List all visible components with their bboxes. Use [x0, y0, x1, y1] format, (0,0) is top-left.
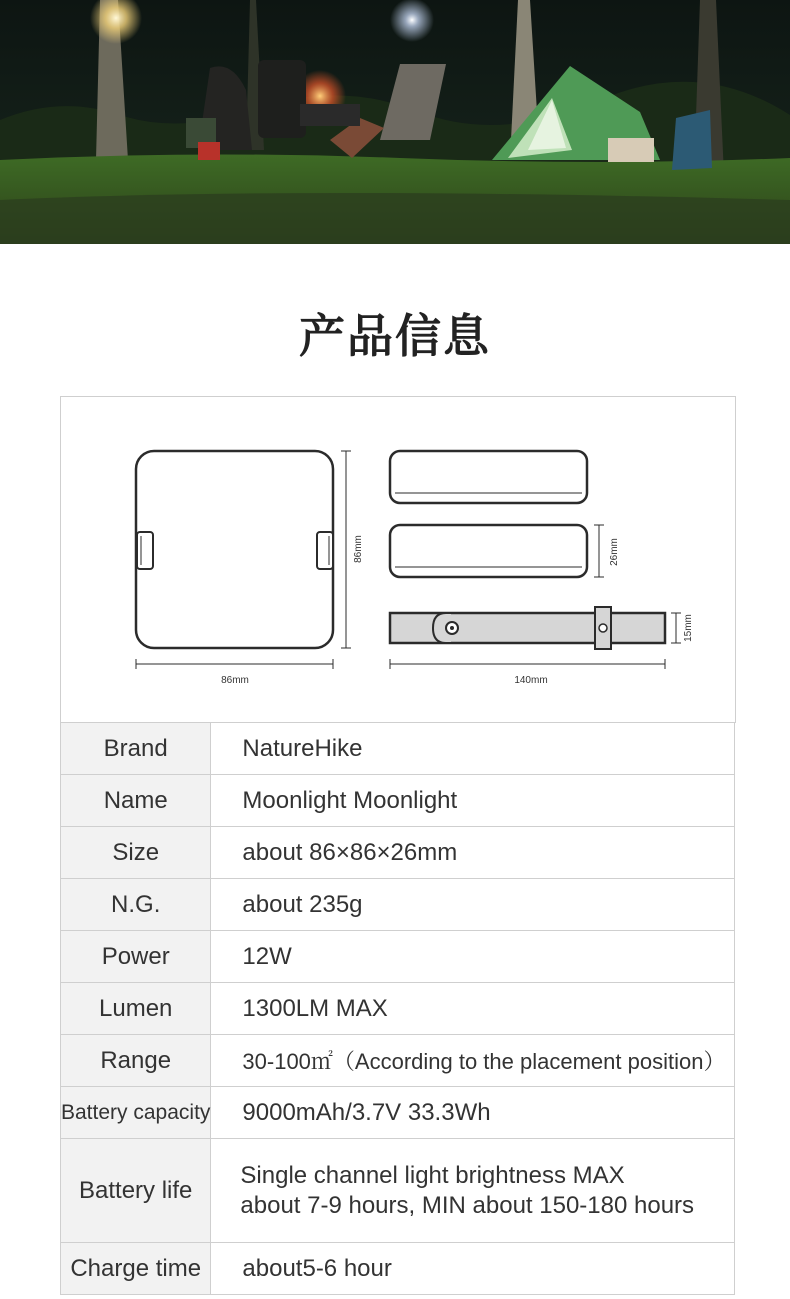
spec-value: NatureHike	[211, 723, 735, 775]
spec-key: Battery capacity	[61, 1087, 211, 1139]
table-row	[61, 1087, 735, 1139]
table-row	[61, 775, 735, 827]
table-row	[61, 827, 735, 879]
spec-value	[211, 1139, 735, 1243]
page-title: 产品信息	[299, 309, 491, 363]
width-label: 86mm	[221, 675, 249, 686]
spec-key: Size	[61, 827, 211, 879]
spec-key: Range	[61, 1035, 211, 1087]
table-row	[61, 1243, 735, 1295]
table-row	[61, 879, 735, 931]
lamp-top-view	[390, 451, 587, 503]
table-row	[61, 723, 735, 775]
spec-value: about5-6 hour	[211, 1243, 735, 1295]
spec-table	[60, 722, 735, 1295]
spec-value: 1300LM MAX	[211, 983, 735, 1035]
thickness-label: 26mm	[609, 538, 620, 566]
length-label: 140mm	[514, 675, 548, 686]
spec-key: Charge time	[61, 1243, 211, 1295]
spec-value: about 235g	[211, 879, 735, 931]
spec-key: Power	[61, 931, 211, 983]
lamp-strap-view	[390, 613, 665, 643]
height-label: 86mm	[353, 535, 364, 563]
table-row	[61, 931, 735, 983]
table-row	[61, 1035, 735, 1087]
lamp-front-view	[136, 451, 333, 648]
strap-thickness-label: 15mm	[683, 614, 694, 642]
spec-key: Brand	[61, 723, 211, 775]
spec-key: Lumen	[61, 983, 211, 1035]
lamp-side-view	[390, 525, 587, 577]
spec-value-line: about 7-9 hours, MIN about 150-180 hours	[240, 1191, 695, 1219]
spec-key: Battery life	[61, 1139, 211, 1243]
spec-value: 12W	[211, 931, 735, 983]
spec-key: N.G.	[61, 879, 211, 931]
spec-value: 9000mAh/3.7V 33.3Wh	[211, 1087, 735, 1139]
spec-value: Moonlight Moonlight	[211, 775, 735, 827]
spec-value-line: Single channel light brightness MAX	[240, 1161, 625, 1189]
spec-key: Name	[61, 775, 211, 827]
table-row	[61, 1139, 735, 1243]
spec-value: about 86×86×26mm	[211, 827, 735, 879]
spec-value: 30-100㎡（According to the placement position）	[211, 1035, 735, 1087]
dimension-diagram	[60, 396, 736, 723]
table-row	[61, 983, 735, 1035]
